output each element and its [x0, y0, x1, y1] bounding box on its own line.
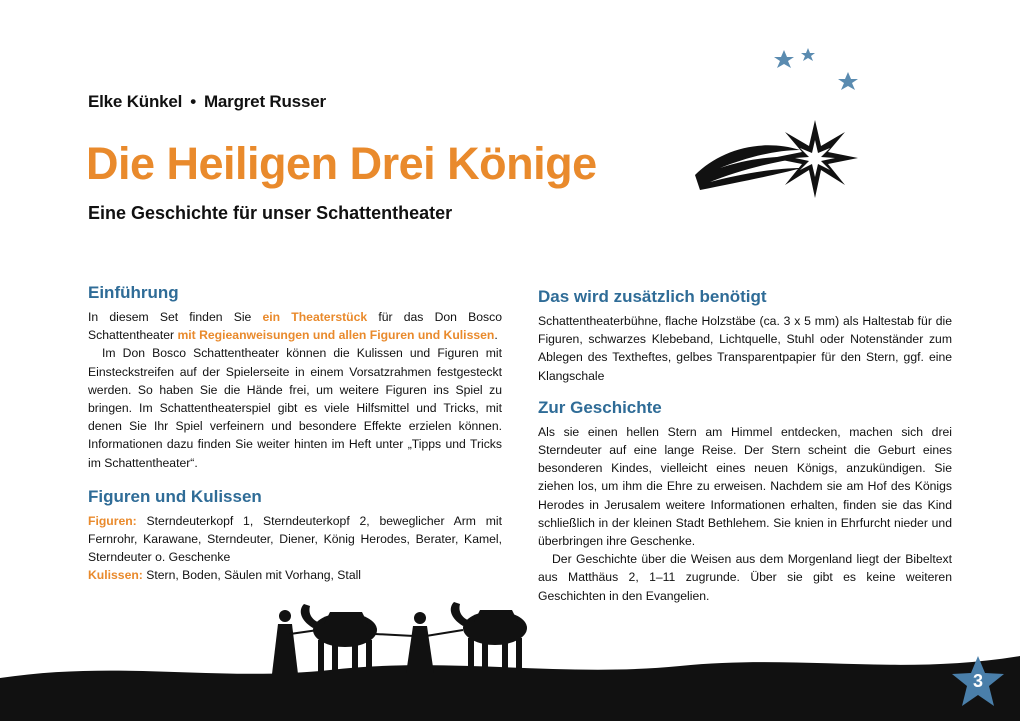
page-title: Die Heiligen Drei Könige [86, 138, 597, 189]
intro-heading: Einführung [88, 283, 179, 302]
needed-heading: Das wird zusätzlich benötigt [538, 287, 767, 306]
scenery-label: Kulissen: [88, 568, 143, 583]
story-paragraph-1: Als sie einen hellen Stern am Himmel entdecken, machen sich drei Sterndeuter auf eine lange Reise. Der Stern scheint die Geburt eines besonderen Kindes, vielleicht eines neuen Königs, anzukündigen. Sie ziehen los, um ihm die Ehre zu erweisen. Nachdem sie am Hof des Königs Herodes in Jerusalem weitere Informationen erhalten, finden sie das Kind schließlich in der kleinen Stadt Bethlehem. Sie knien in Ehrfurcht nieder und überbringen ihre Geschenke. [538, 424, 952, 549]
highlight-regieanweisungen: mit Regieanweisungen und allen Figuren und Kulissen [177, 328, 495, 343]
small-star-icon [838, 72, 858, 90]
small-star-icon [801, 48, 815, 61]
traveler-icon [272, 610, 298, 674]
page-subtitle: Eine Geschichte für unser Schattentheater [88, 203, 453, 223]
needed-text: Schattentheaterbühne, flache Holzstäbe (ca. 3 x 5 mm) als Haltestab für die Figuren, schwarzes Klebeband, Lichtquelle, Stuhl oder Notenständer zum Ablegen des Textheftes, gelbes Transparentpapier für den Stern, ggf. eine Klangschale [538, 314, 952, 383]
figures-label: Figuren: [88, 513, 137, 528]
caravan-silhouette [0, 590, 1020, 721]
story-paragraph-2: Der Geschichte über die Weisen aus dem Morgenland liegt der Bibeltext aus Matthäus 2, 1–11 zugrunde. Über sie gibt es keine weiteren Geschichten in den Evangelien. [538, 552, 952, 603]
comet-icon [695, 120, 858, 198]
figures-heading: Figuren und Kulissen [88, 486, 262, 506]
author-2: Margret Russer [203, 92, 326, 111]
authors-line [88, 92, 326, 112]
scenery-text: Stern, Boden, Säulen mit Vorhang, Stall [142, 568, 362, 583]
left-column [88, 282, 502, 585]
story-heading: Zur Geschichte [538, 397, 662, 417]
intro-text: In diesem Set finden Sie [88, 310, 263, 324]
highlight-theaterstueck: ein Theaterstück [262, 310, 368, 324]
intro-paragraph-1 [88, 308, 502, 344]
figures-text: Sterndeuterkopf 1, Sterndeuterkopf 2, beweglicher Arm mit Fernrohr, Karawane, Sterndeuter, Diener, König Herodes, Berater, Kamel, Sterndeuter o. Geschenke [88, 513, 502, 565]
ground-hill [0, 656, 1020, 721]
intro-paragraph-2: Im Don Bosco Schattentheater können die Kulissen und Figuren mit Einsteckstreifen auf der Spielerseite in einem Vorsatzrahmen festgesteckt werden. So haben Sie die Hände frei, um weitere Figuren ins Spiel zu bringen. Im Schattentheaterspiel gibt es viele Hilfsmittel und Tricks, mit denen Sie Ihr Spiel verfeinern und besondere Effekte erzielen können. Informationen dazu finden Sie weiter hinten im Heft unter „Tipps und Tricks im Schattentheater“. [88, 346, 502, 470]
author-1: Elke Künkel [88, 92, 183, 111]
intro-text: für das Don Bosco Schattentheater [88, 310, 502, 343]
traveler-icon [406, 612, 434, 674]
scenery-list [88, 566, 502, 584]
page-number: 3 [972, 671, 983, 691]
page-number-badge [950, 654, 1006, 710]
small-star-icon [774, 50, 794, 68]
right-column [538, 286, 952, 605]
intro-text: . [494, 328, 498, 343]
author-separator: • [190, 92, 196, 111]
figures-list [88, 512, 502, 567]
comet-star-illustration [690, 40, 870, 230]
